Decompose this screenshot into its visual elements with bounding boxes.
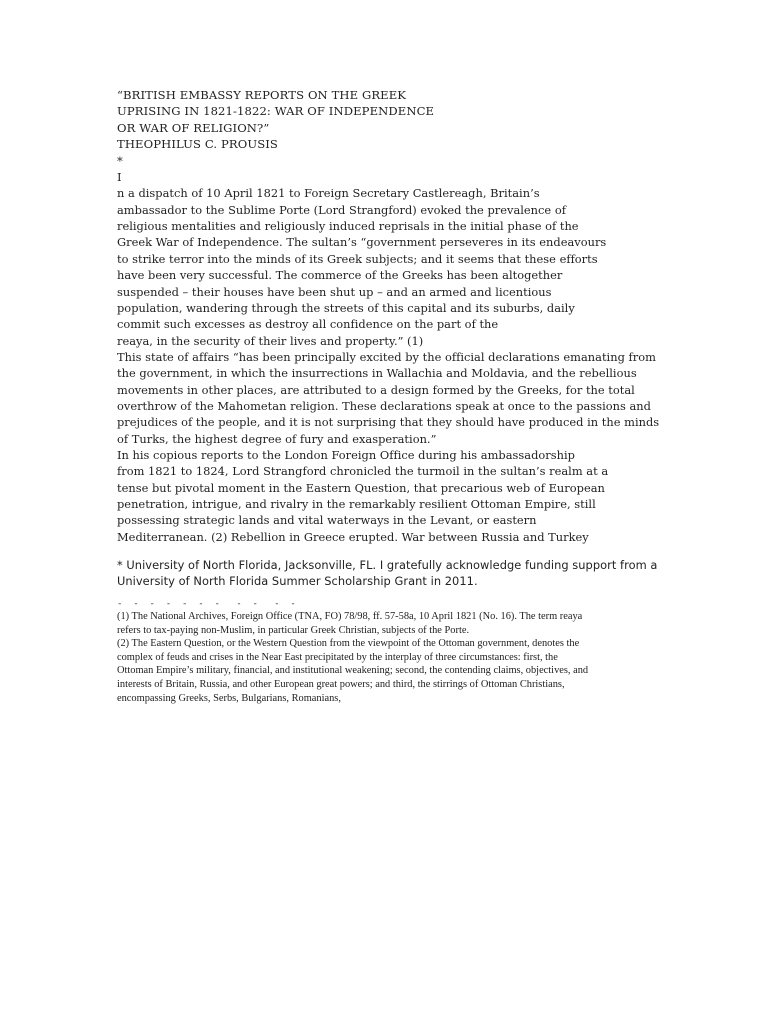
drop-cap-initial: I	[117, 170, 122, 185]
footnote-line: Ottoman Empire’s military, financial, and institutional weakening; second, the contending claims, objectives, and	[117, 665, 589, 677]
footnote-line: interests of Britain, Russia, and other European great powers; and third, the stirrings of Ottoman Christians,	[117, 678, 565, 690]
affiliation-line: * University of North Florida, Jacksonville, FL. I gratefully acknowledge funding support from a	[117, 558, 658, 572]
footnote-separator: - - - - - - - - - - -	[117, 599, 296, 609]
body-line: of Turks, the highest degree of fury and exasperation.”	[117, 431, 437, 446]
title-line: “BRITISH EMBASSY REPORTS ON THE GREEK	[117, 88, 407, 102]
title-line: UPRISING IN 1821-1822: WAR OF INDEPENDENCE	[117, 104, 435, 119]
body-line: suspended – their houses have been shut up – and an armed and licentious	[117, 284, 552, 299]
article-title	[117, 87, 657, 185]
footnote-line: (2) The Eastern Question, or the Western Question from the viewpoint of the Ottoman government, denotes the	[117, 638, 580, 650]
body-line: commit such excesses as destroy all confidence on the part of the	[117, 317, 499, 332]
title-line: OR WAR OF RELIGION?”	[117, 120, 270, 135]
author-affiliation-note	[117, 557, 657, 589]
body-line: ambassador to the Sublime Porte (Lord Strangford) evoked the prevalence of	[117, 202, 566, 217]
body-line: Mediterranean. (2) Rebellion in Greece erupted. War between Russia and Turkey	[117, 529, 589, 544]
body-line: prejudices of the people, and it is not surprising that they should have produced in the minds	[117, 415, 660, 430]
body-line: overthrow of the Mahometan religion. These declarations speak at once to the passions and	[117, 398, 651, 413]
body-line: n a dispatch of 10 April 1821 to Foreign Secretary Castlereagh, Britain’s	[117, 186, 540, 201]
body-line: Greek War of Independence. The sultan’s “government perseveres in its endeavours	[117, 235, 607, 250]
body-line: religious mentalities and religiously induced reprisals in the initial phase of the	[117, 219, 579, 234]
body-line: possessing strategic lands and vital waterways in the Levant, or eastern	[117, 513, 537, 528]
affiliation-line: University of North Florida Summer Scholarship Grant in 2011.	[117, 574, 478, 588]
footnote-line: refers to tax-paying non-Muslim, in particular Greek Christian, subjects of the Porte.	[117, 624, 470, 636]
body-text	[117, 185, 660, 545]
body-line: have been very successful. The commerce of the Greeks has been altogether	[117, 268, 563, 283]
body-line: In his copious reports to the London Foreign Office during his ambassadorship	[117, 447, 575, 462]
body-line: tense but pivotal moment in the Eastern Question, that precarious web of European	[117, 480, 605, 495]
body-line: movements in other places, are attributed to a design formed by the Greeks, for the total	[117, 382, 635, 397]
body-line: This state of affairs “has been principally excited by the official declarations emanating from	[117, 349, 656, 364]
body-line: the government, in which the insurrections in Wallachia and Moldavia, and the rebellious	[117, 366, 637, 381]
author-footnote-marker: *	[117, 153, 123, 168]
body-line: to strike terror into the minds of its Greek subjects; and it seems that these efforts	[117, 251, 598, 266]
body-line: population, wandering through the streets of this capital and its suburbs, daily	[117, 300, 575, 315]
document-page	[117, 87, 660, 705]
body-line: from 1821 to 1824, Lord Strangford chronicled the turmoil in the sultan’s realm at a	[117, 464, 609, 479]
footnotes	[117, 610, 657, 705]
footnote-line: (1) The National Archives, Foreign Office (TNA, FO) 78/98, ff. 57-58a, 10 April 1821 (No. 16). The term reaya	[117, 611, 583, 622]
footnote-line: complex of feuds and crises in the Near East precipitated by the interplay of three circumstances: first, the	[117, 651, 558, 663]
footnote-line: encompassing Greeks, Serbs, Bulgarians, Romanians,	[117, 692, 341, 704]
author-name: THEOPHILUS C. PROUSIS	[117, 137, 278, 152]
body-line: penetration, intrigue, and rivalry in the remarkably resilient Ottoman Empire, still	[117, 496, 596, 511]
body-line: reaya, in the security of their lives and property.” (1)	[117, 333, 424, 348]
